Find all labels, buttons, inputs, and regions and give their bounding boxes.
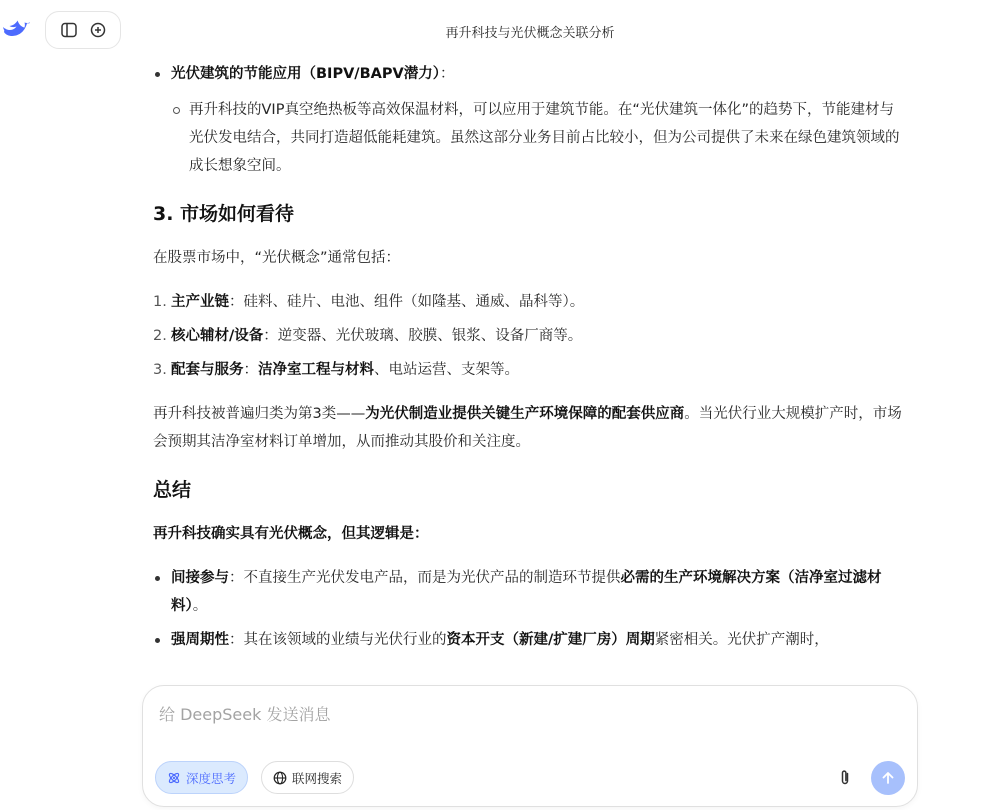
item-bold: 间接参与	[171, 570, 229, 586]
list-item	[153, 626, 903, 654]
item-text: 、电站运营、支架等。	[374, 362, 519, 378]
item-text: ：硅料、硅片、电池、组件（如隆基、通威、晶科等）。	[229, 294, 585, 310]
number: 2.	[153, 328, 167, 344]
item-text: ：逆变器、光伏玻璃、胶膜、银浆、设备厂商等。	[263, 328, 583, 344]
numbered-item-1	[153, 288, 903, 316]
number: 3.	[153, 362, 167, 378]
item-text: 紧密相关。光伏扩产潮时，	[654, 632, 829, 648]
para-text: 再升科技被普遍归类为第3类——	[153, 406, 366, 422]
item-bold: 强周期性	[171, 632, 229, 648]
deep-think-button[interactable]	[155, 761, 248, 794]
summary-heading: 总结	[153, 479, 192, 501]
web-search-label: 联网搜索	[292, 770, 343, 786]
bipv-detail: 再升科技的VIP真空绝热板等高效保温材料，可以应用于建筑节能。在“光伏建筑一体化”的趋势下，节能建材与光伏发电结合，共同打造超低能耗建筑。虽然这部分业务目前占比较小，但为公司提供了未来在绿色建筑领域的成长想象空间。	[189, 102, 900, 174]
item-text: ：	[243, 362, 258, 378]
summary-lead	[153, 520, 903, 548]
message-composer	[142, 685, 918, 807]
item-text: ：其在该领域的业绩与光伏行业的	[229, 632, 447, 648]
numbered-item-2	[153, 322, 903, 350]
assistant-message	[153, 60, 903, 654]
sub-list-item	[153, 96, 903, 180]
item-bold: 必需的生产环境解决方案（洁净室过滤材料）	[171, 570, 882, 614]
colon: ：	[439, 66, 455, 82]
para-text: 。当光伏行业大规模扩产时，市场会预期其洁净室材料订单增加，从而推动其股价和关注度。	[153, 406, 902, 450]
item-bold: 核心辅材/设备	[171, 328, 264, 344]
para-bold: 为光伏制造业提供关键生产环境保障的配套供应商	[365, 406, 685, 422]
section-3-heading: 3. 市场如何看待	[153, 203, 295, 225]
arrow-up-icon	[880, 770, 896, 786]
item-bold: 配套与服务	[171, 362, 244, 378]
section-3-intro: 在股票市场中，“光伏概念”通常包括：	[153, 250, 401, 266]
item-text: ：不直接生产光伏发电产品，而是为光伏产品的制造环节提供	[229, 570, 621, 586]
number: 1.	[153, 294, 167, 310]
list-item	[153, 564, 903, 620]
item-bold: 洁净室工程与材料	[258, 362, 374, 378]
send-button[interactable]	[871, 761, 905, 795]
globe-icon	[273, 771, 287, 785]
deep-think-label: 深度思考	[186, 770, 237, 786]
paperclip-icon[interactable]	[833, 766, 857, 790]
item-bold: 资本开支（新建/扩建厂房）周期	[446, 632, 655, 648]
atom-icon	[167, 771, 181, 785]
lead-bold: 再升科技确实具有光伏概念，但其逻辑是：	[153, 526, 429, 542]
message-input[interactable]	[159, 700, 899, 728]
web-search-button[interactable]	[261, 761, 354, 794]
chat-title: 再升科技与光伏概念关联分析	[445, 26, 615, 41]
numbered-item-3	[153, 356, 903, 384]
list-item	[153, 60, 903, 88]
item-text: 。	[192, 598, 208, 614]
bipv-heading: 光伏建筑的节能应用（BIPV/BAPV潜力）	[171, 66, 440, 82]
section-3-paragraph	[153, 400, 903, 456]
item-bold: 主产业链	[171, 294, 229, 310]
